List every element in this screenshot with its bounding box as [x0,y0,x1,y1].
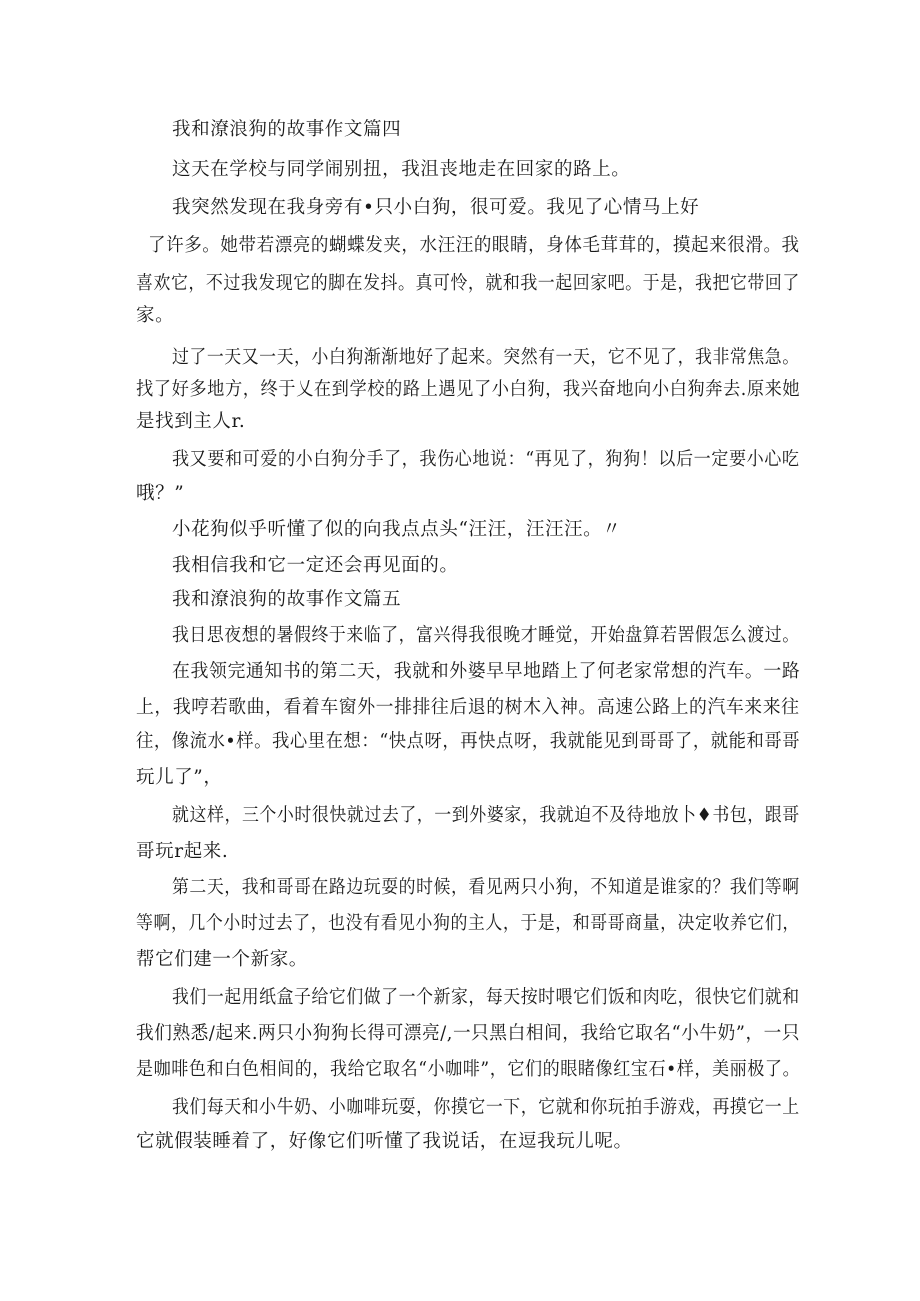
paragraph-line: 我相信我和它一定还会再见面的。 [172,555,459,576]
paragraph-line: 家。 [136,305,175,326]
paragraph-line: 第二天，我和哥哥在路边玩耍的时候，看见两只小狗，不知道是谁家的？我们等啊 [172,877,800,898]
paragraph-line: 我们每天和小牛奶、小咖啡玩耍，你摸它一下，它就和你玩拍手游戏，再摸它一上 [172,1097,800,1118]
paragraph-line: 我们熟悉/起来.两只小狗狗长得可漂亮/,一只黑白相间，我给它取名“小牛奶”，一只 [136,1023,801,1044]
paragraph-line: 是咖啡色和白色相间的，我给它取名“小咖啡”，它们的眼睹像红宝石•样，美丽极了。 [136,1059,801,1080]
paragraph-line: 了许多。她带若漂亮的蝴蝶发夹，水汪汪的眼睛，身体毛茸茸的，摸起来很滑。我 [148,235,800,256]
paragraph-line: 哥玩r起来. [136,841,229,862]
paragraph-line: 在我领完通知书的第二天，我就和外婆早早地踏上了何老家常想的汽车。一路 [172,661,801,682]
paragraph-line: 过了一天又一天，小白狗渐渐地好了起来。突然有一天，它不见了，我非常焦急。 [172,347,800,368]
paragraph-line: 我日思夜想的暑假终于来临了，富兴得我很晚才睡觉，开始盘算若罟假怎么渡过。 [172,625,800,646]
section-title-5: 我和潦浪狗的故事作文篇五 [172,589,402,610]
paragraph-line: 喜欢它，不过我发现它的脚在发抖。真可怜，就和我一起回家吧。于是，我把它带回了 [136,273,800,294]
section-title-4: 我和潦浪狗的故事作文篇四 [172,119,402,140]
paragraph-line: 上，我哼若歌曲，看着车窗外一排排往后退的树木入神。高速公路上的汽车来来往 [136,697,800,718]
paragraph-line: 哦？” [136,483,185,504]
paragraph-line: 它就假装睡着了，好像它们听懂了我说话，在逗我玩儿呢。 [136,1131,633,1152]
paragraph-line: 这天在学校与同学闹别扭，我沮丧地走在回家的路上。 [172,159,631,180]
paragraph-line: 我突然发现在我身旁有•只小白狗，很可爱。我见了心情马上好 [172,197,700,218]
paragraph-line: 是找到主人r. [136,411,246,432]
paragraph-line: 找了好多地方，终于乂在到学校的路上遇见了小白狗，我兴奋地向小白狗奔去.原来她 [136,379,801,400]
paragraph-line: 等啊，几个小时过去了，也没有看见小狗的主人，于是，和哥哥商量，决定收养它们， [136,913,800,934]
paragraph-line: 我又要和可爱的小白狗分手了，我伤心地说：“再见了，狗狗！以后一定要小心吃 [172,449,800,470]
paragraph-line: 小花狗似乎听懂了似的向我点点头“汪汪，汪汪汪。〃 [172,519,622,540]
paragraph-line: 帮它们建一个新家。 [136,949,308,970]
paragraph-line: 就这样，三个小时很快就过去了，一到外婆家，我就迫不及待地放卜♦书包，跟哥 [172,805,800,826]
paragraph-line: 我们一起用纸盒子给它们做了一个新家，每天按时喂它们饭和肉吃，很快它们就和 [172,987,800,1008]
paragraph-line: 玩儿了”， [136,767,223,788]
paragraph-line: 往，像流水•样。我心里在想：“快点呀，再快点呀，我就能见到哥哥了，就能和哥哥 [136,731,801,752]
